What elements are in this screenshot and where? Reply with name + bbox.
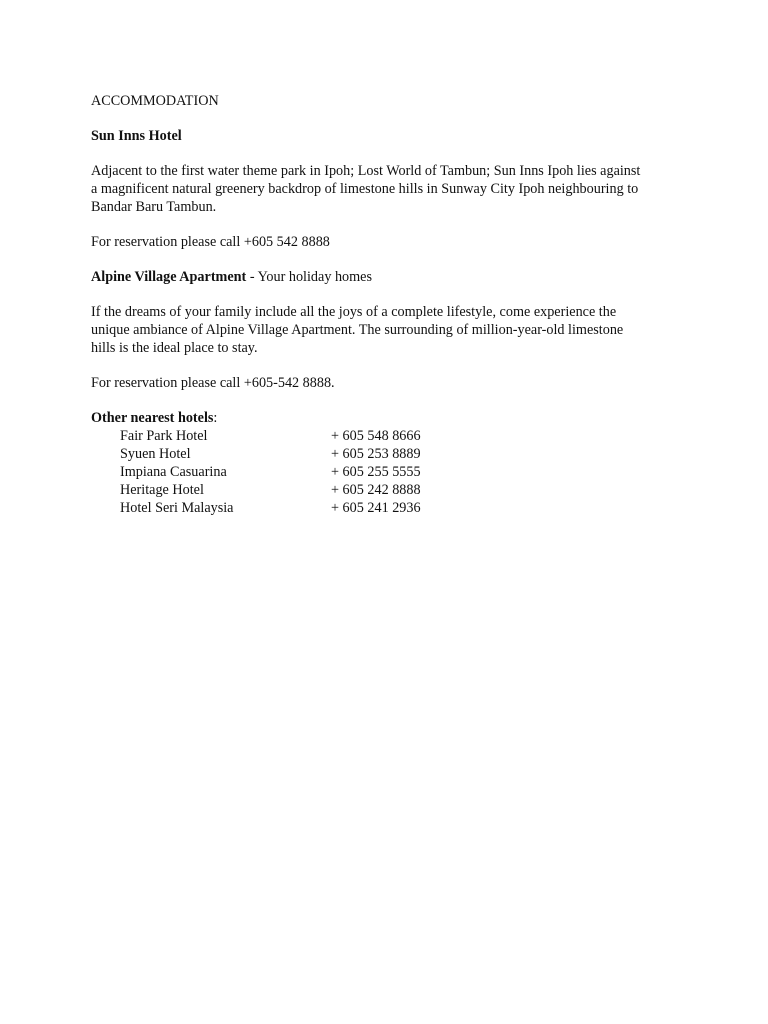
sun-inns-description-line: Bandar Baru Tambun. [91,199,217,215]
alpine-description-line: If the dreams of your family include all the joys of a complete lifestyle, come experience the [91,304,617,320]
sun-inns-reservation: For reservation please call +605 542 8888 [91,234,330,250]
hotel-phone: + 605 253 8889 [331,446,421,462]
sun-inns-description-line: Adjacent to the first water theme park in Ipoh; Lost World of Tambun; Sun Inns Ipoh lies against [91,163,641,179]
sun-inns-title: Sun Inns Hotel [91,128,182,144]
hotel-row [91,499,691,517]
other-hotels-title: Other nearest hotels [91,410,214,426]
hotel-phone: + 605 548 8666 [331,428,421,444]
alpine-description-line: unique ambiance of Alpine Village Apartment. The surrounding of million-year-old limestone [91,322,624,338]
alpine-subtitle: - Your holiday homes [246,269,372,285]
hotel-name: Impiana Casuarina [120,464,227,480]
alpine-title: Alpine Village Apartment [91,269,247,285]
sun-inns-description [91,162,691,216]
hotel-phone: + 605 242 8888 [331,482,421,498]
sun-inns-description-line: a magnificent natural greenery backdrop of limestone hills in Sunway City Ipoh neighbouring to [91,181,639,197]
other-hotels-heading [91,409,691,427]
hotel-row [91,463,691,481]
alpine-description [91,303,691,357]
hotel-row [91,427,691,445]
page-heading: ACCOMMODATION [91,93,219,109]
alpine-reservation: For reservation please call +605-542 8888. [91,375,335,391]
hotel-name: Fair Park Hotel [120,428,208,444]
alpine-description-line: hills is the ideal place to stay. [91,340,258,356]
hotel-phone: + 605 241 2936 [331,500,421,516]
hotel-name: Heritage Hotel [120,482,204,498]
hotel-phone: + 605 255 5555 [331,464,421,480]
alpine-heading [91,268,691,286]
hotel-name: Syuen Hotel [120,446,191,462]
hotel-name: Hotel Seri Malaysia [120,500,234,516]
document-page [91,92,691,517]
other-hotels-title-suffix: : [213,410,218,426]
hotel-list [91,427,691,517]
hotel-row [91,445,691,463]
hotel-row [91,481,691,499]
